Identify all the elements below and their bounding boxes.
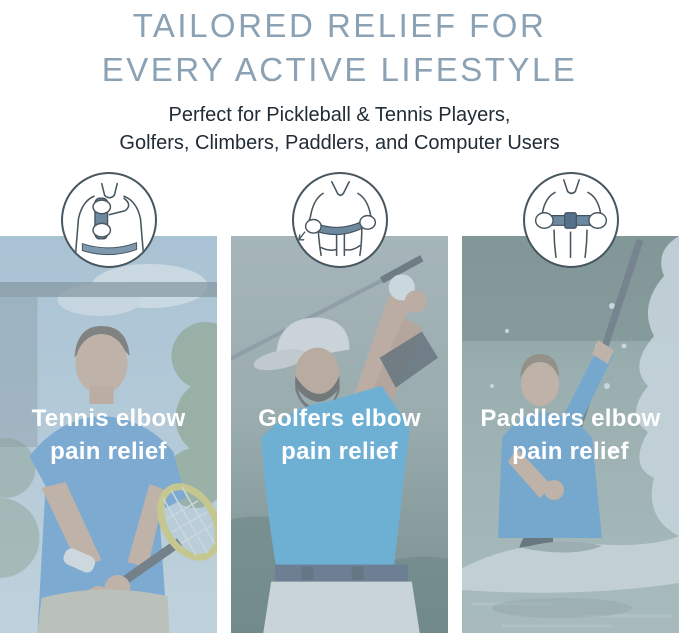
page-title: [0, 4, 679, 92]
subtitle-line-2: Golfers, Climbers, Paddlers, and Computer Users: [119, 132, 560, 154]
page-subtitle: [0, 101, 679, 157]
subtitle-line-1: Perfect for Pickleball & Tennis Players,: [168, 104, 511, 126]
band-hold-icon-drawing: [525, 174, 617, 266]
panel-caption-tennis: [0, 402, 217, 468]
caption-line: Golfers elbow: [258, 404, 421, 432]
panel-paddling: [462, 236, 679, 633]
band-hold-usage-icon: [523, 172, 619, 268]
roller-grip-icon-drawing: [63, 174, 155, 266]
caption-line: Paddlers elbow: [480, 404, 661, 432]
panel-tennis: [0, 236, 217, 633]
caption-line: pain relief: [50, 437, 167, 465]
caption-line: pain relief: [512, 437, 629, 465]
header: [0, 0, 679, 157]
band-stretch-icon-drawing: [294, 174, 386, 266]
roller-grip-usage-icon: [61, 172, 157, 268]
activity-panels: [0, 236, 679, 633]
title-line-2: EVERY ACTIVE LIFESTYLE: [101, 51, 578, 88]
panel-caption-paddling: [462, 402, 679, 468]
title-line-1: TAILORED RELIEF FOR: [132, 7, 547, 44]
caption-line: Tennis elbow: [31, 404, 186, 432]
panel-caption-golf: [231, 402, 448, 468]
panel-golf: [231, 236, 448, 633]
caption-line: pain relief: [281, 437, 398, 465]
band-stretch-usage-icon: [292, 172, 388, 268]
